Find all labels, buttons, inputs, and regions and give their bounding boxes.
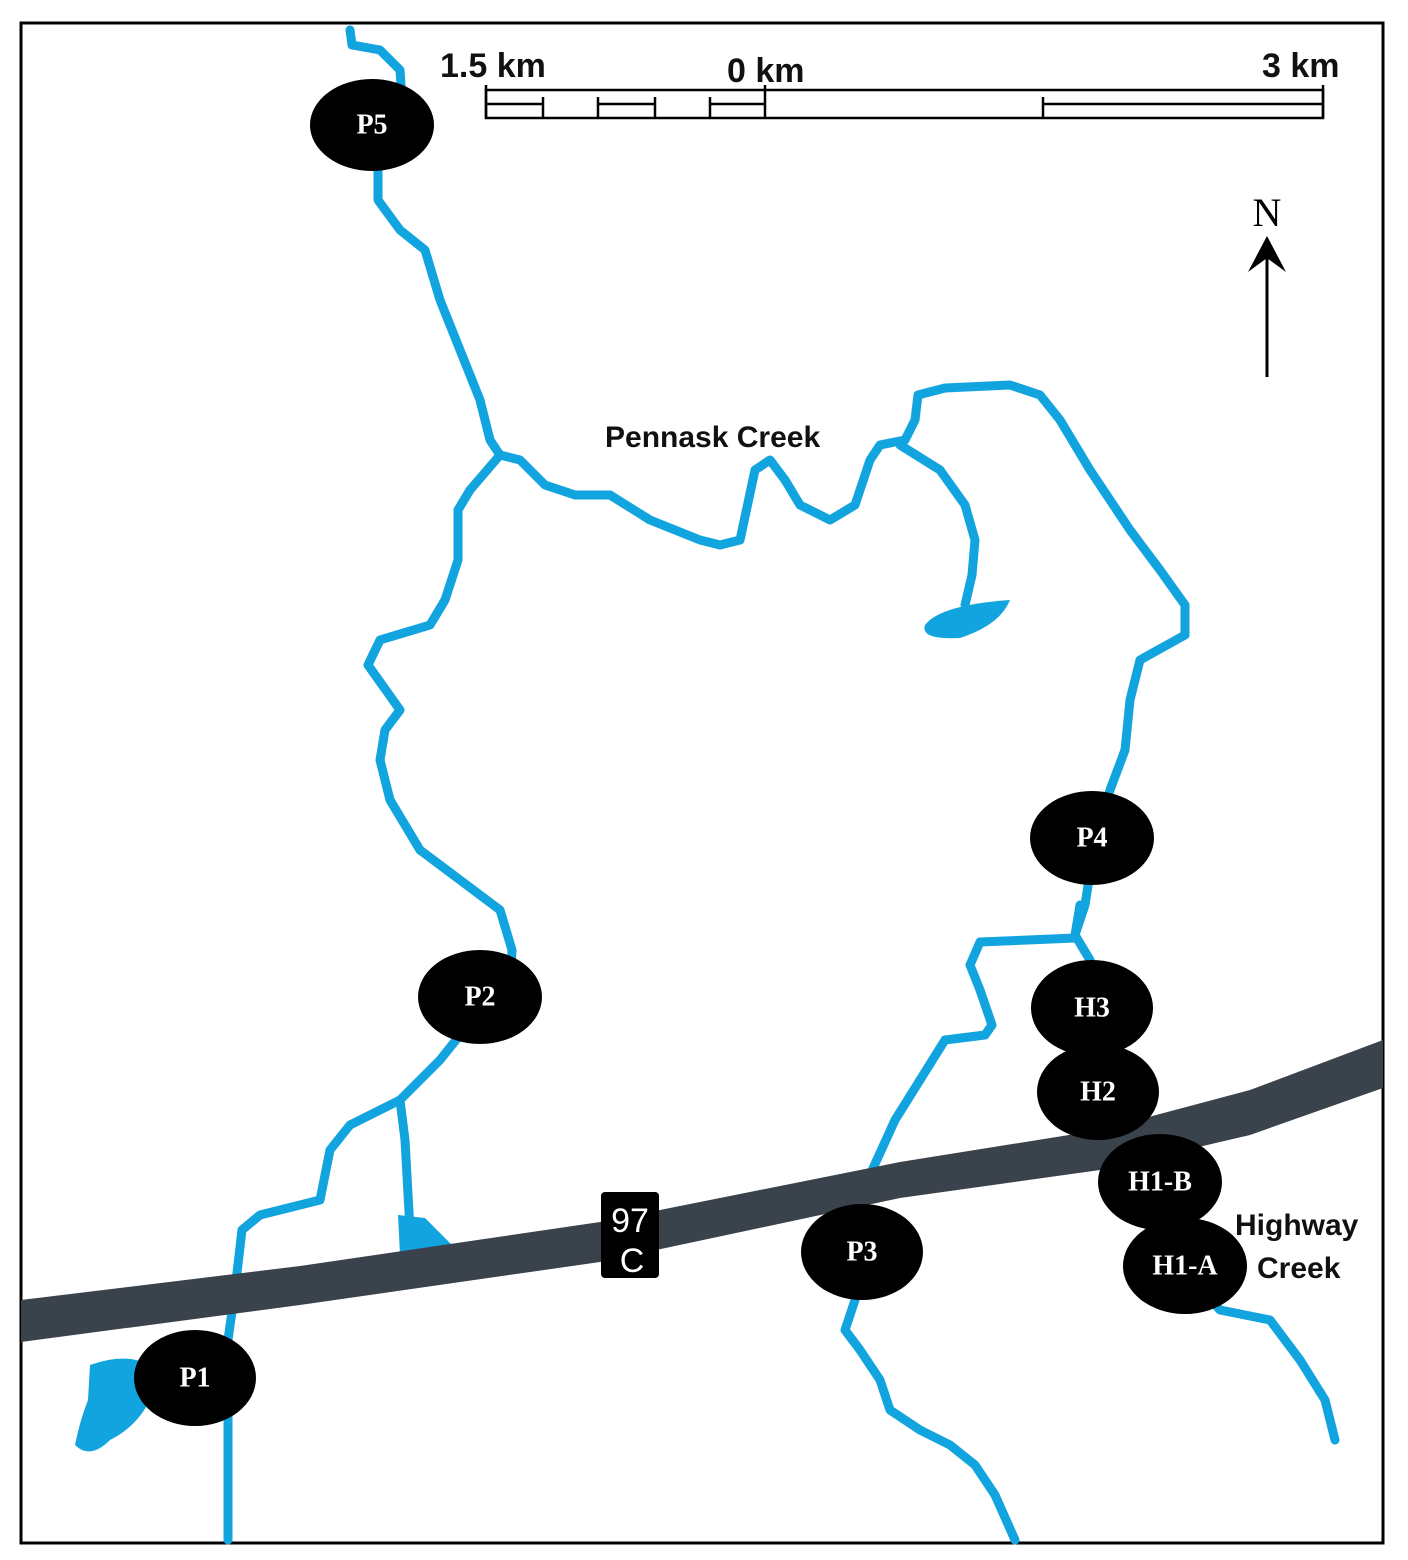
site-marker-p3[interactable] [801, 1204, 923, 1300]
site-marker-h1-a[interactable] [1123, 1218, 1247, 1314]
svg-text:H1-A: H1-A [1152, 1250, 1218, 1282]
svg-text:H3: H3 [1074, 992, 1110, 1024]
site-marker-p1[interactable] [134, 1330, 256, 1426]
site-marker-p4[interactable] [1030, 791, 1154, 885]
site-marker-h2[interactable] [1037, 1044, 1159, 1140]
svg-text:P3: P3 [846, 1236, 878, 1268]
svg-text:P5: P5 [356, 109, 388, 141]
site-marker-h3[interactable] [1031, 960, 1153, 1056]
svg-text:H1-B: H1-B [1128, 1166, 1192, 1198]
pennask-creek-label: Pennask Creek [605, 421, 821, 454]
map-frame [21, 23, 1383, 1543]
site-marker-p2[interactable] [418, 950, 542, 1044]
scale-zero-label: 0 km [727, 52, 805, 90]
svg-text:P1: P1 [179, 1362, 211, 1394]
scale-left-label: 1.5 km [440, 47, 546, 85]
highway-creek-label-1: Highway [1235, 1209, 1359, 1242]
highway-sign-letter: C [619, 1242, 645, 1280]
scale-right-label: 3 km [1262, 47, 1340, 85]
north-label: N [1252, 190, 1282, 235]
highway-sign-number: 97 [611, 1202, 649, 1240]
site-marker-h1-b[interactable] [1098, 1134, 1222, 1230]
site-marker-p5[interactable] [310, 79, 434, 171]
svg-text:P2: P2 [464, 981, 496, 1013]
highway-creek-label-2: Creek [1257, 1252, 1341, 1285]
highway-sign [601, 1192, 659, 1280]
svg-text:H2: H2 [1080, 1076, 1116, 1108]
svg-text:P4: P4 [1076, 822, 1108, 854]
